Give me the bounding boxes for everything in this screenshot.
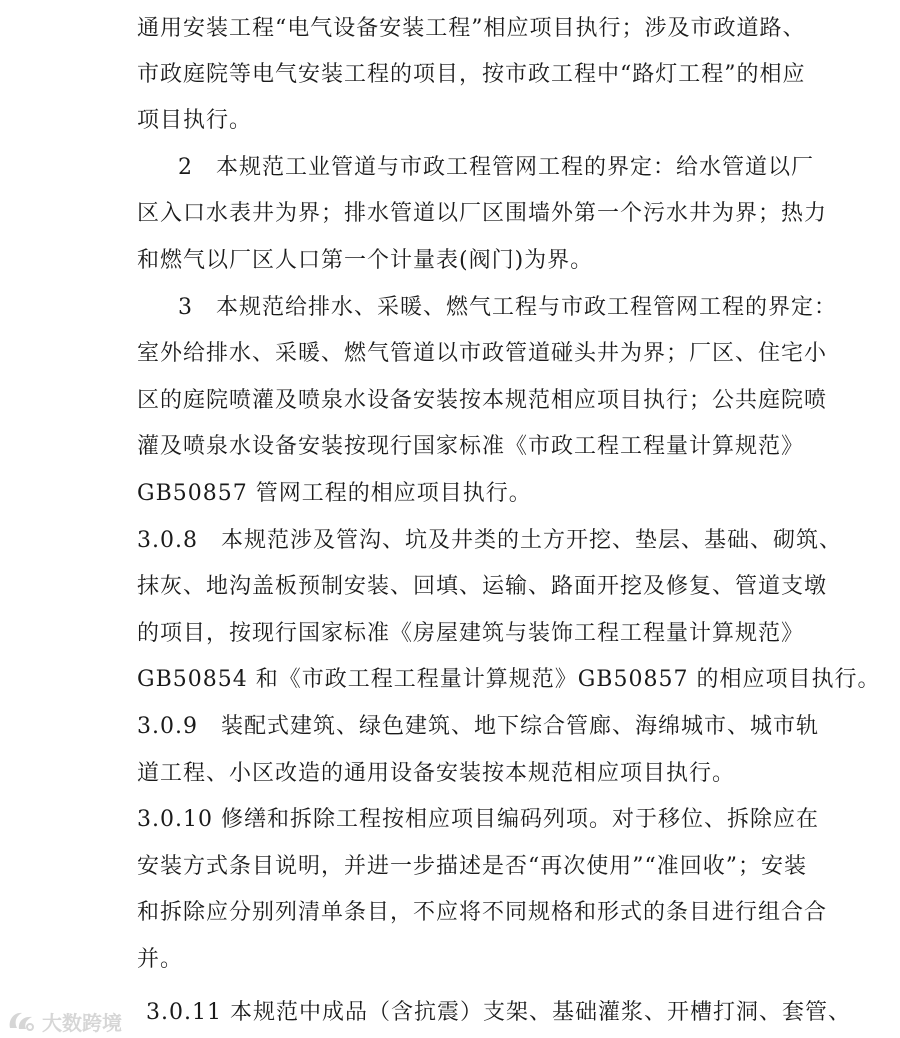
text-line: 灌及喷泉水设备安装按现行国家标准《市政工程工程量计算规范》 (137, 434, 805, 459)
watermark-text: 大数跨境 (42, 1010, 122, 1035)
text-line: 3 本规范给排水、采暖、燃气工程与市政工程管网工程的界定： (178, 295, 837, 320)
text-line: 2 本规范工业管道与市政工程管网工程的界定：给水管道以厂 (178, 155, 814, 180)
watermark (6, 1006, 122, 1036)
text-line: 道工程、小区改造的通用设备安装按本规范相应项目执行。 (137, 761, 736, 786)
text-line: 并。 (137, 947, 184, 972)
text-line: 项目执行。 (137, 108, 253, 133)
text-line: 3.0.8 本规范涉及管沟、坑及井类的土方开挖、垫层、基础、砌筑、 (137, 528, 842, 553)
text-line: 3.0.9 装配式建筑、绿色建筑、地下综合管廊、海绵城市、城市轨 (137, 714, 819, 739)
text-line: 通用安装工程“电气设备安装工程”相应项目执行；涉及市政道路、 (137, 16, 806, 41)
text-line: 抹灰、地沟盖板预制安装、回填、运输、路面开挖及修复、管道支墩 (137, 574, 828, 599)
brand-logo-icon (6, 1008, 36, 1034)
text-line: 和燃气以厂区人口第一个计量表(阀门)为界。 (137, 248, 594, 273)
text-line: GB50857 管网工程的相应项目执行。 (137, 481, 532, 506)
text-line: 的项目，按现行国家标准《房屋建筑与装饰工程工程量计算规范》 (137, 621, 805, 646)
text-line: 3.0.10 修缮和拆除工程按相应项目编码列项。对于移位、拆除应在 (137, 807, 819, 832)
text-line: 区入口水表井为界；排水管道以厂区围墙外第一个污水井为界；热力 (137, 201, 828, 226)
text-line: 3.0.11 本规范中成品（含抗震）支架、基础灌浆、开槽打洞、套管、 (146, 1000, 851, 1025)
text-line: 室外给排水、采暖、燃气管道以市政管道碰头井为界；厂区、住宅小 (137, 341, 828, 366)
text-line: GB50854 和《市政工程工程量计算规范》GB50857 的相应项目执行。 (137, 667, 881, 692)
text-line: 和拆除应分别列清单条目，不应将不同规格和形式的条目进行组合合 (137, 900, 828, 925)
text-line: 区的庭院喷灌及喷泉水设备安装按本规范相应项目执行；公共庭院喷 (137, 388, 828, 413)
text-line: 市政庭院等电气安装工程的项目，按市政工程中“路灯工程”的相应 (137, 62, 806, 87)
text-line: 安装方式条目说明，并进一步描述是否“再次使用”“准回收”；安装 (137, 854, 807, 879)
